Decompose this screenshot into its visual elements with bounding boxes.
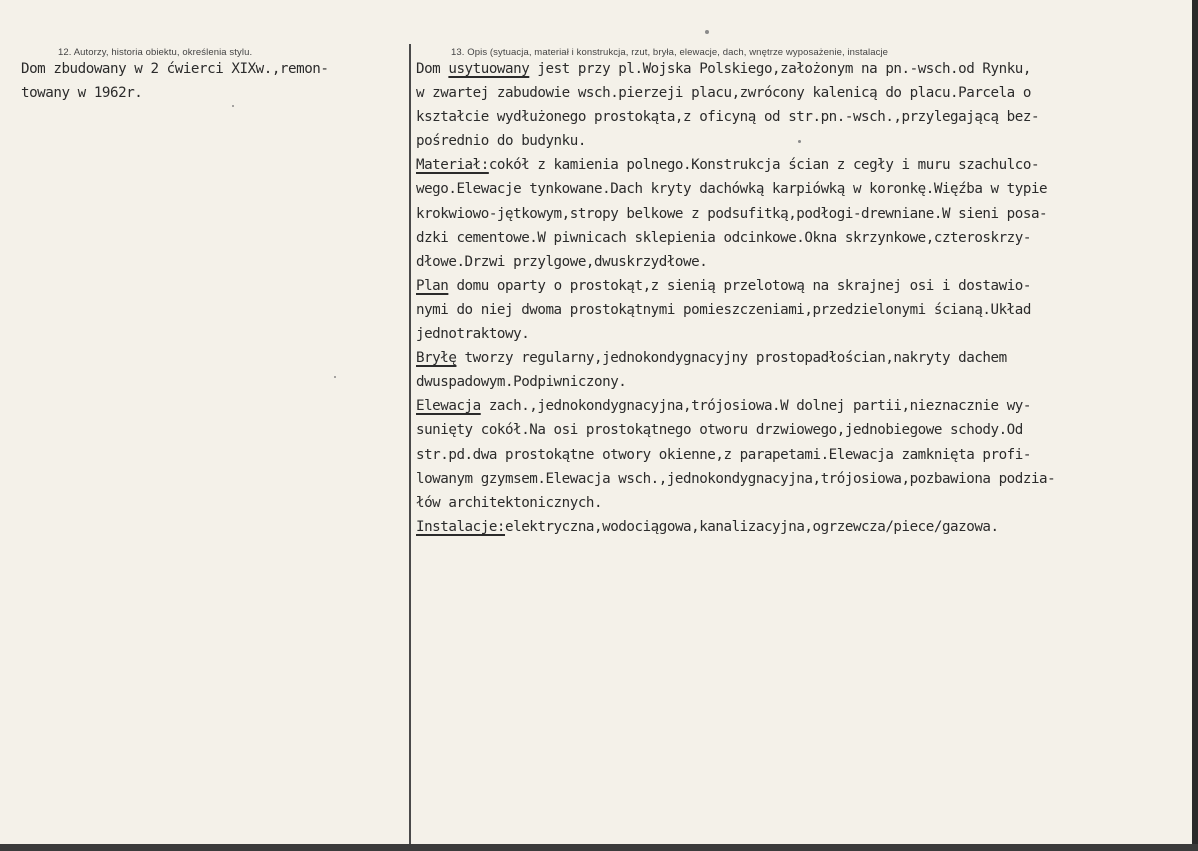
text-segment: jest przy pl.Wojska Polskiego,założonym na pn.-wsch.od Rynku, (529, 61, 1031, 77)
text-line (416, 394, 1188, 418)
column-divider (409, 44, 411, 844)
text-line (416, 515, 1188, 539)
section-label-plan: Plan (416, 277, 449, 294)
text-line: nymi do niej dwoma prostokątnymi pomieszczeniami,przedzielonymi ścianą.Układ (416, 301, 1031, 318)
section-12-header: 12. Autorzy, historia obiektu, określenia stylu. (58, 47, 253, 58)
text-line (416, 346, 1188, 370)
text-line: dłowe.Drzwi przylgowe,dwuskrzydłowe. (416, 253, 708, 270)
ink-dot (705, 30, 709, 34)
section-13-header: 13. Opis (sytuacja, materiał i konstrukcja, rzut, bryła, elewacje, dach, wnętrze wyposażenie, instalacje (451, 47, 889, 58)
text-line: sunięty cokół.Na osi prostokątnego otworu drzwiowego,jednobiegowe schody.Od (416, 422, 1023, 439)
card-edge-bottom (0, 844, 1198, 851)
card-edge-right (1192, 0, 1198, 851)
text-line: łów architektonicznych. (416, 494, 603, 511)
text-line: pośrednio do budynku. (416, 133, 586, 150)
text-line: w zwartej zabudowie wsch.pierzeji placu,zwrócony kalenicą do placu.Parcela o (416, 85, 1031, 102)
section-label-bryla: Bryłę (416, 350, 457, 367)
text-segment: tworzy regularny,jednokondygnacyjny prostopadłościan,nakryty dachem (456, 350, 1007, 367)
section-label-instalacje: Instalacje: (416, 518, 506, 535)
authors-history-section (21, 57, 403, 105)
text-line: jednotraktowy. (416, 326, 530, 343)
ink-dot (334, 376, 336, 378)
text-line (416, 274, 1188, 298)
text-line: towany w 1962r. (21, 85, 143, 102)
ink-dot (798, 140, 801, 143)
ink-dot (232, 105, 234, 107)
text-line (416, 153, 1188, 177)
text-line: krokwiowo-jętkowym,stropy belkowe z podsufitką,podłogi-drewniane.W sieni posa- (416, 205, 1048, 222)
text-segment: elektryczna,wodociągowa,kanalizacyjna,ogrzewcza/piece/gazowa. (505, 518, 999, 535)
section-label-elewacja: Elewacja (416, 398, 481, 415)
text-line: dwuspadowym.Podpiwniczony. (416, 374, 627, 391)
text-line: str.pd.dwa prostokątne otwory okienne,z parapetami.Elewacja zamknięta profi- (416, 446, 1031, 463)
text-segment: Dom (416, 61, 449, 77)
text-line (416, 57, 1188, 81)
description-section (416, 57, 1188, 539)
text-segment: domu oparty o prostokąt,z sienią przelotową na skrajnej osi i dostawio- (448, 277, 1031, 294)
text-segment: zach.,jednokondygnacyjna,trójosiowa.W dolnej partii,nieznacznie wy- (480, 398, 1031, 415)
underlined-term: usytuowany (448, 61, 530, 77)
text-line: lowanym gzymsem.Elewacja wsch.,jednokondygnacyjna,trójosiowa,pozbawiona podzia- (416, 470, 1056, 487)
section-label-material: Materiał: (416, 157, 489, 174)
text-line: wego.Elewacje tynkowane.Dach kryty dachówką karpiówką w koronkę.Więźba w typie (416, 181, 1048, 198)
text-line: Dom zbudowany w 2 ćwierci XIXw.,remon- (21, 61, 329, 77)
text-line: dzki cementowe.W piwnicach sklepienia odcinkowe.Okna skrzynkowe,czteroskrzy- (416, 229, 1031, 246)
text-segment: cokół z kamienia polnego.Konstrukcja ścian z cegły i muru szachulco- (488, 157, 1040, 174)
text-line: kształcie wydłużonego prostokąta,z oficyną od str.pn.-wsch.,przylegającą bez- (416, 109, 1040, 126)
